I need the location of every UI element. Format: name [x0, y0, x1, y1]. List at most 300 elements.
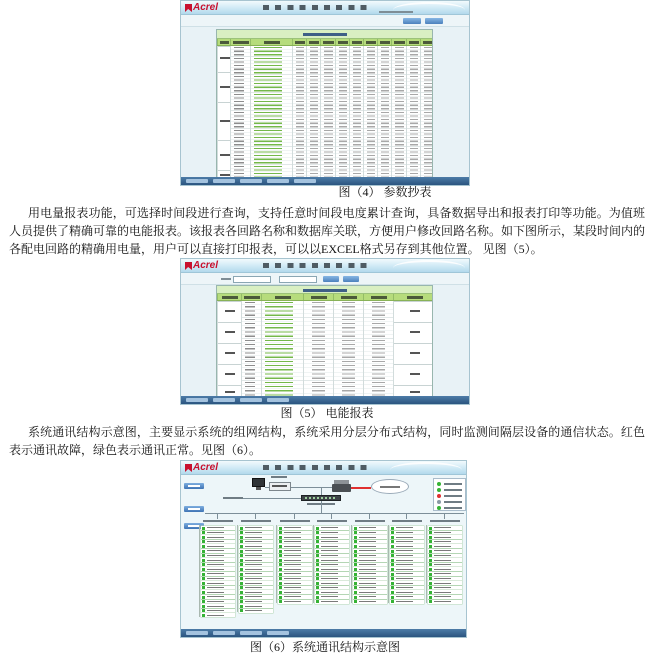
- group-divider: [218, 140, 230, 141]
- device-node: [201, 581, 235, 585]
- device-node: [278, 535, 312, 539]
- device-node: [239, 595, 273, 599]
- device-node: [353, 563, 387, 567]
- device-node: [278, 567, 312, 571]
- legend-status-icon: [437, 488, 441, 492]
- column-header-text-blurred: [409, 41, 419, 44]
- device-node: [428, 544, 462, 548]
- toolbar-label-blurred: [221, 278, 231, 280]
- device-node: [315, 558, 349, 562]
- column-header-cell: [333, 294, 363, 300]
- device-node: [390, 590, 424, 594]
- device-node: [428, 563, 462, 567]
- device-node: [390, 540, 424, 544]
- device-node: [278, 526, 312, 530]
- logo-text: Acrel: [193, 2, 219, 13]
- device-node: [201, 544, 235, 548]
- device-node: [390, 535, 424, 539]
- column-header-cell: [363, 294, 393, 300]
- device-node: [315, 600, 349, 604]
- device-node: [239, 540, 273, 544]
- device-node: [353, 577, 387, 581]
- device-node: [278, 540, 312, 544]
- table-column: [230, 46, 250, 177]
- column-header-cell: [363, 39, 377, 45]
- group-label-blurred: [410, 310, 420, 312]
- device-node: [201, 577, 235, 581]
- device-node: [201, 563, 235, 567]
- group-label-blurred: [220, 120, 230, 122]
- table-title-text-blurred: [303, 33, 347, 36]
- legend-label-blurred: [444, 489, 462, 491]
- table-column: [393, 301, 433, 398]
- table-title-bar: [217, 30, 432, 39]
- table-column: [420, 46, 433, 177]
- bottom-nav-bar: [181, 396, 469, 404]
- bus-branch-line: [217, 513, 218, 519]
- nav-tab: [267, 179, 289, 183]
- device-node: [353, 595, 387, 599]
- group-divider: [218, 322, 241, 323]
- sidebar-button-text-blurred: [188, 508, 200, 510]
- connection-line: [321, 487, 322, 495]
- device-node: [201, 549, 235, 553]
- column-label-blurred: [203, 520, 233, 522]
- group-label-blurred: [225, 391, 235, 393]
- column-label-blurred: [430, 520, 460, 522]
- group-divider: [218, 46, 230, 47]
- nav-tab: [213, 398, 235, 402]
- device-node: [315, 577, 349, 581]
- group-column: [217, 46, 230, 177]
- toolbar: [181, 15, 469, 27]
- legend-status-icon: [437, 494, 441, 498]
- table-title-text-blurred: [303, 289, 347, 292]
- group-label-blurred: [410, 373, 420, 375]
- device-node: [390, 544, 424, 548]
- figure-6-screenshot: [180, 460, 467, 638]
- device-node: [353, 600, 387, 604]
- device-node: [278, 544, 312, 548]
- column-feeder-line: [237, 525, 238, 612]
- app-header: [181, 1, 469, 15]
- device-node: [390, 586, 424, 590]
- group-divider: [394, 343, 433, 344]
- paragraph-line: 表示通讯故障，绿色表示通讯正常。见图（6）。: [9, 443, 262, 457]
- device-node: [390, 563, 424, 567]
- status-legend: [433, 478, 466, 511]
- device-node: [201, 535, 235, 539]
- bus-line: [205, 513, 464, 514]
- table-column: [406, 46, 420, 177]
- column-header-text-blurred: [380, 41, 390, 44]
- app-header: [181, 259, 469, 273]
- table-column: [349, 46, 363, 177]
- paragraph-line: 人员提供了精确可靠的电能报表。该报表各回路名称和数据库关联，方便用户修改回路名称。如下图所示，某段时间内的: [9, 224, 645, 238]
- monitor-icon: [252, 478, 265, 487]
- column-feeder-line: [388, 525, 389, 603]
- device-node: [201, 540, 235, 544]
- app-title-text-blurred: [263, 465, 373, 470]
- table-column: [320, 46, 334, 177]
- device-node: [428, 572, 462, 576]
- table-header-row: [217, 39, 432, 46]
- column-label-blurred: [317, 520, 347, 522]
- bottom-nav-bar: [181, 629, 466, 637]
- acrel-logo-icon: [185, 4, 192, 12]
- device-node: [315, 567, 349, 571]
- device-node: [201, 613, 235, 617]
- column-header-text-blurred: [394, 41, 404, 44]
- group-divider: [394, 385, 433, 386]
- device-node: [239, 586, 273, 590]
- column-header-text-blurred: [366, 41, 376, 44]
- column-header-text-blurred: [311, 296, 327, 299]
- toolbar-button: [403, 18, 421, 24]
- paragraph-line: 各配电回路的精确用电量，用户可以直接打印报表，可以以EXCEL格式另存到其他位置。 见图（5）。: [9, 242, 543, 256]
- group-label-blurred: [225, 331, 235, 333]
- acrel-logo-icon: [185, 262, 192, 270]
- column-feeder-line: [426, 525, 427, 603]
- table-body: [217, 46, 432, 177]
- toolbar-button: [425, 18, 443, 24]
- device-node: [239, 531, 273, 535]
- connection-line: [265, 487, 269, 488]
- device-node: [353, 554, 387, 558]
- column-header-text-blurred: [275, 296, 291, 299]
- monitor-stand-icon: [256, 487, 261, 490]
- group-divider: [218, 170, 230, 171]
- device-node: [390, 558, 424, 562]
- legend-label-blurred: [444, 483, 462, 485]
- column-header-text-blurred: [323, 41, 333, 44]
- column-header-cell: [420, 39, 433, 45]
- column-feeder-line: [351, 525, 352, 603]
- column-header-cell: [335, 39, 349, 45]
- group-label-blurred: [410, 331, 420, 333]
- group-label-blurred: [225, 310, 235, 312]
- column-header-text-blurred: [371, 296, 387, 299]
- bus-branch-line: [294, 513, 295, 519]
- table-column: [303, 301, 333, 398]
- connection-line: [243, 498, 301, 499]
- paragraph: [9, 423, 645, 459]
- legend-label-blurred: [444, 495, 462, 497]
- group-label-blurred: [220, 174, 230, 176]
- column-header-text-blurred: [222, 296, 238, 299]
- device-node: [428, 595, 462, 599]
- device-node: [353, 590, 387, 594]
- device-node: [315, 581, 349, 585]
- column-header-cell: [391, 39, 405, 45]
- device-node: [353, 544, 387, 548]
- device-node: [353, 526, 387, 530]
- group-divider: [218, 364, 241, 365]
- device-node: [278, 554, 312, 558]
- server-icon: [269, 482, 291, 491]
- device-node: [201, 600, 235, 604]
- device-node: [239, 590, 273, 594]
- server-label-blurred: [272, 485, 287, 487]
- device-node: [315, 595, 349, 599]
- device-node: [315, 549, 349, 553]
- device-node: [353, 572, 387, 576]
- device-node: [428, 540, 462, 544]
- device-node: [239, 558, 273, 562]
- server-label-blurred: [271, 476, 287, 478]
- printer-icon: [332, 484, 351, 492]
- device-node: [353, 567, 387, 571]
- device-node: [201, 558, 235, 562]
- column-header-cell: [292, 39, 306, 45]
- device-node: [278, 563, 312, 567]
- nav-tab: [186, 631, 208, 635]
- legend-label-blurred: [444, 501, 462, 503]
- sidebar-button-text-blurred: [188, 485, 200, 487]
- acrel-logo-icon: [185, 464, 192, 472]
- table-column: [363, 46, 377, 177]
- device-node: [428, 600, 462, 604]
- table-column: [391, 46, 405, 177]
- sidebar-button: [184, 506, 204, 512]
- device-node: [315, 590, 349, 594]
- figure-caption: 图（4） 参数抄表: [338, 185, 432, 199]
- group-divider: [394, 301, 433, 302]
- device-node: [428, 526, 462, 530]
- column-label-blurred: [241, 520, 271, 522]
- column-header-text-blurred: [264, 41, 280, 44]
- group-divider: [394, 364, 433, 365]
- device-node: [428, 590, 462, 594]
- device-node: [201, 554, 235, 558]
- column-header-cell: [320, 39, 334, 45]
- device-node: [239, 577, 273, 581]
- column-header-text-blurred: [423, 41, 433, 44]
- nav-tab: [213, 631, 235, 635]
- group-label-blurred: [225, 352, 235, 354]
- device-node: [353, 581, 387, 585]
- group-divider: [218, 343, 241, 344]
- column-header-text-blurred: [295, 41, 305, 44]
- device-node: [239, 609, 273, 613]
- device-node: [239, 563, 273, 567]
- device-node: [428, 549, 462, 553]
- device-node: [278, 558, 312, 562]
- date-input: [233, 276, 271, 283]
- device-node: [239, 572, 273, 576]
- bus-branch-line: [331, 513, 332, 519]
- device-node: [353, 531, 387, 535]
- column-header-cell: [217, 39, 230, 45]
- paragraph-line: 系统通讯结构示意图，主要显示系统的组网结构，系统采用分层分布式结构，同时监测间隔层设备的通信状态。红色: [28, 425, 645, 439]
- column-header-cell: [349, 39, 363, 45]
- device-node: [390, 595, 424, 599]
- bus-branch-line: [369, 513, 370, 519]
- connection-line: [321, 501, 322, 513]
- network-diagram: [181, 475, 466, 633]
- column-header-text-blurred: [407, 296, 423, 299]
- toolbar: [181, 273, 469, 285]
- column-header-cell: [230, 39, 250, 45]
- toolbar-button: [343, 276, 359, 282]
- column-header-text-blurred: [338, 41, 348, 44]
- device-node: [201, 604, 235, 608]
- nav-tab: [186, 179, 208, 183]
- nav-tab: [294, 179, 316, 183]
- bus-branch-line: [444, 513, 445, 519]
- column-label-blurred: [355, 520, 385, 522]
- device-node: [315, 531, 349, 535]
- device-node: [315, 544, 349, 548]
- device-node: [315, 540, 349, 544]
- table-header-row: [217, 294, 432, 301]
- cloud-label-blurred: [380, 486, 400, 488]
- device-node: [353, 540, 387, 544]
- column-header-cell: [393, 294, 433, 300]
- device-node: [201, 567, 235, 571]
- column-header-cell: [306, 39, 320, 45]
- device-node: [315, 563, 349, 567]
- table-body: [217, 301, 432, 398]
- column-label-blurred: [392, 520, 422, 522]
- column-label-blurred: [280, 520, 310, 522]
- figure-caption: 图（6）系统通讯结构示意图: [249, 640, 400, 654]
- column-header-cell: [241, 294, 261, 300]
- table-column: [250, 46, 292, 177]
- device-node: [315, 526, 349, 530]
- device-node: [315, 535, 349, 539]
- device-node: [353, 535, 387, 539]
- legend-status-icon: [437, 500, 441, 504]
- device-node: [278, 549, 312, 553]
- column-header-text-blurred: [233, 41, 249, 44]
- device-node: [315, 586, 349, 590]
- group-label-blurred: [220, 86, 230, 88]
- device-node: [390, 554, 424, 558]
- device-node: [390, 581, 424, 585]
- column-header-cell: [377, 39, 391, 45]
- device-node: [239, 549, 273, 553]
- device-node: [428, 558, 462, 562]
- header-info-text-blurred: [379, 11, 413, 13]
- device-node: [278, 590, 312, 594]
- column-header-text-blurred: [341, 296, 357, 299]
- figure-4-screenshot: [180, 0, 470, 186]
- device-node: [428, 586, 462, 590]
- link-label-blurred: [223, 497, 243, 499]
- device-node: [201, 590, 235, 594]
- device-node: [201, 586, 235, 590]
- device-node: [390, 600, 424, 604]
- nav-tab: [213, 179, 235, 183]
- device-node: [315, 572, 349, 576]
- nav-tab: [240, 631, 262, 635]
- device-node: [239, 604, 273, 608]
- group-divider: [394, 322, 433, 323]
- bus-branch-line: [406, 513, 407, 519]
- connection-line: [291, 487, 332, 488]
- column-feeder-line: [276, 525, 277, 603]
- group-label-blurred: [220, 154, 230, 156]
- nav-tab: [240, 179, 262, 183]
- device-node: [201, 572, 235, 576]
- app-header: [181, 461, 466, 475]
- device-node: [428, 567, 462, 571]
- bus-branch-line: [255, 513, 256, 519]
- logo-text: Acrel: [193, 462, 219, 473]
- bottom-nav-bar: [181, 177, 469, 185]
- table-title-bar: [217, 286, 432, 294]
- device-node: [278, 600, 312, 604]
- column-header-text-blurred: [352, 41, 362, 44]
- sidebar-button: [184, 483, 204, 489]
- device-node: [239, 526, 273, 530]
- energy-report-table: [216, 285, 433, 399]
- device-node: [428, 581, 462, 585]
- figure-5-screenshot: [180, 258, 470, 405]
- group-divider: [218, 102, 230, 103]
- column-header-cell: [250, 39, 292, 45]
- device-node: [390, 531, 424, 535]
- switch-ports: [305, 497, 337, 499]
- fault-connection-line: [351, 487, 371, 489]
- device-node: [428, 535, 462, 539]
- device-node: [278, 577, 312, 581]
- device-node: [278, 586, 312, 590]
- table-column: [333, 301, 363, 398]
- device-node: [239, 554, 273, 558]
- data-table: [216, 29, 433, 178]
- column-header-cell: [303, 294, 333, 300]
- device-node: [278, 572, 312, 576]
- table-column: [377, 46, 391, 177]
- column-header-text-blurred: [244, 296, 260, 299]
- logo-text: Acrel: [193, 260, 219, 271]
- table-column: [306, 46, 320, 177]
- app-title-text-blurred: [263, 263, 373, 268]
- device-node: [201, 609, 235, 613]
- device-node: [239, 600, 273, 604]
- device-node: [278, 581, 312, 585]
- column-header-cell: [406, 39, 420, 45]
- device-node: [390, 572, 424, 576]
- device-node: [239, 567, 273, 571]
- toolbar-button: [323, 276, 339, 282]
- paragraph-line: 用电量报表功能，可选择时间段进行查询，支持任意时间段电度累计查询，具备数据导出和报表打印等功能。为值班: [28, 206, 645, 220]
- table-column: [261, 301, 303, 398]
- paragraph: [9, 204, 645, 258]
- device-node: [390, 577, 424, 581]
- table-column: [241, 301, 261, 398]
- group-label-blurred: [410, 391, 420, 393]
- legend-status-icon: [437, 482, 441, 486]
- column-header-text-blurred: [309, 41, 319, 44]
- nav-tab: [186, 398, 208, 402]
- figure-caption: 图（5） 电能报表: [280, 406, 374, 420]
- group-column: [217, 301, 241, 398]
- device-node: [390, 549, 424, 553]
- nav-tab: [267, 398, 289, 402]
- device-node: [278, 595, 312, 599]
- column-feeder-line: [199, 525, 200, 617]
- column-feeder-line: [313, 525, 314, 603]
- group-label-blurred: [220, 57, 230, 59]
- nav-tab: [267, 631, 289, 635]
- device-node: [353, 586, 387, 590]
- device-node: [201, 526, 235, 530]
- column-header-cell: [261, 294, 303, 300]
- device-node: [428, 577, 462, 581]
